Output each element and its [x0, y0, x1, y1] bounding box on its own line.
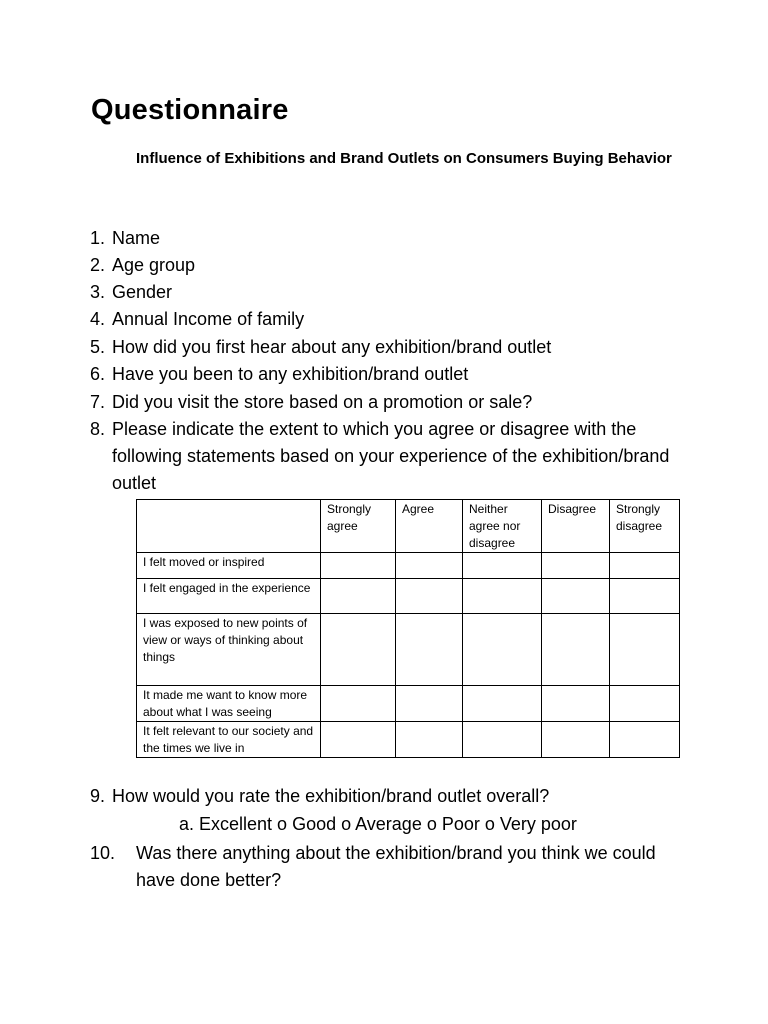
response-cell[interactable]	[396, 686, 463, 722]
question-number: 7.	[90, 392, 106, 412]
response-cell[interactable]	[610, 579, 680, 614]
question-number: 3.	[90, 282, 106, 302]
question-text: How did you first hear about any exhibition/brand outlet	[112, 337, 552, 357]
response-cell[interactable]	[542, 579, 610, 614]
response-cell[interactable]	[463, 686, 542, 722]
response-cell[interactable]	[463, 614, 542, 686]
response-cell[interactable]	[396, 579, 463, 614]
response-cell[interactable]	[610, 686, 680, 722]
question-number: 5.	[90, 337, 106, 357]
response-cell[interactable]	[610, 553, 680, 579]
response-cell[interactable]	[542, 553, 610, 579]
header-agree: Agree	[396, 500, 463, 553]
statement-cell: I felt engaged in the experience	[137, 579, 321, 614]
response-cell[interactable]	[321, 579, 396, 614]
table-row	[137, 553, 680, 579]
response-cell[interactable]	[542, 722, 610, 758]
table-row	[137, 686, 680, 722]
response-cell[interactable]	[321, 686, 396, 722]
statement-cell: I felt moved or inspired	[137, 553, 321, 579]
question-number: 2.	[90, 255, 106, 275]
statement-cell: It felt relevant to our society and the times we live in	[137, 722, 321, 758]
agreement-table	[136, 499, 680, 758]
page-subtitle: Influence of Exhibitions and Brand Outlets on Consumers Buying Behavior	[136, 150, 672, 167]
header-neither: Neither agree nor disagree	[463, 500, 542, 553]
question-number: 10.	[90, 843, 116, 863]
question-number: 6.	[90, 364, 106, 384]
question-text: Was there anything about the exhibition/brand you think we could have done better?	[136, 843, 656, 890]
response-cell[interactable]	[396, 614, 463, 686]
question-text: Did you visit the store based on a promotion or sale?	[112, 392, 533, 412]
response-cell[interactable]	[542, 614, 610, 686]
table-row	[137, 614, 680, 686]
response-cell[interactable]	[610, 722, 680, 758]
question-number: 8.	[90, 419, 106, 439]
response-cell[interactable]	[321, 553, 396, 579]
table-header-row	[137, 500, 680, 553]
response-cell[interactable]	[396, 722, 463, 758]
response-cell[interactable]	[396, 553, 463, 579]
header-disagree: Disagree	[542, 500, 610, 553]
response-cell[interactable]	[610, 614, 680, 686]
question-number: 1.	[90, 228, 106, 248]
statement-cell: It made me want to know more about what I was seeing	[137, 686, 321, 722]
question-text: Gender	[112, 282, 173, 302]
question-text: Have you been to any exhibition/brand outlet	[112, 364, 469, 384]
response-cell[interactable]	[321, 614, 396, 686]
question-text: How would you rate the exhibition/brand outlet overall?	[112, 786, 550, 806]
page-title: Questionnaire	[91, 94, 289, 126]
question-number: 9.	[90, 786, 106, 806]
question-text: Name	[112, 228, 161, 248]
response-cell[interactable]	[463, 553, 542, 579]
table-row	[137, 579, 680, 614]
header-strongly-disagree: Strongly disagree	[610, 500, 680, 553]
table-row	[137, 722, 680, 758]
header-strongly-agree: Strongly agree	[321, 500, 396, 553]
rating-options: a. Excellent o Good o Average o Poor o Very poor	[179, 814, 577, 834]
response-cell[interactable]	[463, 722, 542, 758]
response-cell[interactable]	[463, 579, 542, 614]
response-cell[interactable]	[542, 686, 610, 722]
statement-cell: I was exposed to new points of view or ways of thinking about things	[137, 614, 321, 686]
question-number: 4.	[90, 309, 106, 329]
question-text: Annual Income of family	[112, 309, 305, 329]
question-text: Age group	[112, 255, 196, 275]
question-text: Please indicate the extent to which you agree or disagree with the following statements based on your experience of the exhibition/brand outlet	[112, 419, 670, 493]
response-cell[interactable]	[321, 722, 396, 758]
header-cell-blank	[137, 500, 321, 553]
